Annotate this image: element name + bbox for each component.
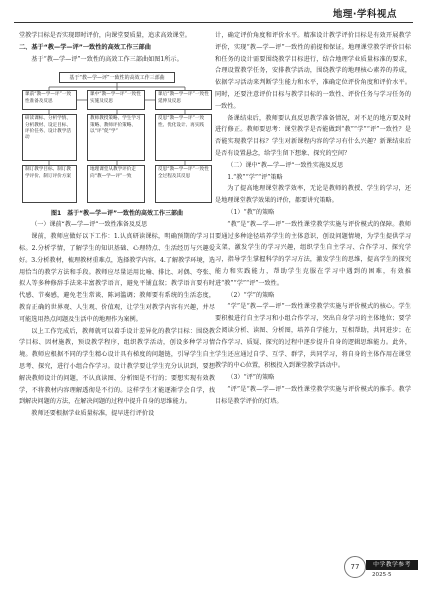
right-column [215,30,411,558]
paragraph: 堂教学目标是否实现即时评价，向课堂要质量，追求高效课堂。 [19,32,191,39]
diagram-box-pre-output: 制订教学目标、制订教学评价、制订评价方案 [22,165,77,203]
diagram-box-pre-tasks: 研读课标、分析学情、分析教材、设定目标、评价任务、设计教学活动 [22,114,77,161]
sub-heading: （1）“教”的策略 [227,208,275,216]
diagram-box-pre: 课前“教—学—评”一致性准备及反思 [22,90,77,110]
sub-heading: 1.“教”“学”“评”策略 [227,173,283,181]
diagram-box-post-output: 反思“教—学—评”一致性全过程及其反思 [155,165,212,203]
paragraph: “学”是“教—学—评”一致性课堂教学实施与评价模式的核心。学生要积极进行自主学习和小组合作学习，突出自身学习的主体地位；要学会阅读分析、读图、分析图，培养自学能力，互相帮助，共同进步；在合作学习、质疑、探究的过程中逐步提升自身的逻辑思维能力。此外，学生还应通过自学、互学、群学，共同学习，将自身的主体作用在课堂教学的中心位置，积极投入到课堂教学活动中。 [215,303,411,370]
paragraph: 计，确定评价角度和评价水平。精准设计教学评价目标是有效开展教学评价，实现“教—学—评”一致性的前提和保证。地理课堂教学评价目标和任务的设计需要围绕教学目标进行，结合地理学业质量标准的要求，合理设置教学任务，安排教学活动，围绕教学的地理核心素养的养成，依据学习活动来判断学生能力和水平，准确定位评价角度和评价水平。同时，还要注意评价目标与教学目标的一致性、评价任务与学习任务的一致性。 [215,32,411,110]
page-number: 77 [344,556,366,578]
paragraph: “评”是“教—学—评”一致性课堂教学实施与评价模式的推手。教学目标是教学评价的灯塔。 [215,385,411,405]
subsection-heading: （二）课中“教—学—评”一致性实施及反思 [227,161,344,169]
sub-heading: （2）“学”的策略 [227,291,275,299]
diagram-box-post: 课后“教—学—评”一致性延伸及反思 [155,90,212,110]
section-heading: 二、基于“教—学—评”一致性的高效工作三部曲 [19,43,151,51]
figure-caption: 图1 基于“教—学—评”一致性的高效工作三部曲 [50,210,184,218]
diagram-box-post-reflect: 反思“教—学—评”一致性、优化设计、再实践 [155,114,212,161]
paragraph: 以上工作完成后，教师就可以着手设计差异化的教学目标：围绕教学目标、因材施教，预设教学程序，组织教学活动，创设多种学习情境。教师应根据不同的学生精心设计具有梯度的问题链，引导学生自主思考、探究，进行小组合作学习。设计教学要让学生充分认识到，要想解决教师设计的问题，不认真读图、分析图是不行的；要想实现有效教学，不将教材内容理解透彻是不行的。这样学生才能逐渐学会自学，找到解决问题的方法，在解决问题的过程中提升自身的思维能力。 [19,327,215,406]
diagram-box-in: 课中“教—学—评”一致性实施及反思 [87,90,145,110]
paragraph: 为了提高地理课堂教学效率，无论是教师的教授、学生的学习，还是地理课堂教学效果的评价，都要讲究策略。 [215,185,411,205]
diagram-box-in-strategies: 教师教授策略、学生学习策略、教师评价策略、以“评”促“学” [87,114,145,161]
diagram-box-in-output: 地理课堂从教学评价走向“教—学—评”一致 [87,165,145,203]
header-rule [14,22,413,23]
figure-diagram [19,69,215,207]
journal-name: 中学教学参考 [366,560,418,570]
paragraph: 基于“教—学—评”一致性的高效工作三部曲如图1所示。 [31,55,183,63]
paragraph: 备课结束后，教师要认真反思教学准备情况，对不足的地方要及时进行修正。教师要思考：课堂教学是否能做到“教”“学”“评”一致性？是否能实现教学目标？学生对新课程内容的学习有什么兴趣？新课结束后是否有设置悬念，给学生留下想象、探究的空间？ [215,114,411,157]
subsection-heading: （一）课前“教—学—评”一致性准备及反思 [31,221,148,229]
paragraph: 教师还要根据学业质量标准，提早进行评价设 [31,410,155,418]
section-title: 地理·学科视点 [332,9,397,20]
sub-heading: （3）“评”的策略 [227,374,275,382]
paragraph: “教”是“教—学—评”一致性课堂教学实施与评价模式的保障。教师要通过多种途径培养学生的主体意识，创设问题情境，为学生提供学习支架，激发学生的学习兴趣，组织学生自主学习、合作学习、探究学习，指导学生掌握科学的学习方法，激发学生的思维，提高学生的探究能力和实践能力，帮助学生克服在学习中遇到的困难，有效推进“教”“学”“评”一致性。 [215,220,411,287]
paragraph: 课前，教师应做好以下工作：1.认真研读课标，明确预期的学习目标。2.分析学情，了解学生的知识基础、心理特点、生活经历与兴趣爱好。3.分析教材，梳理教材重难点，选择教学内容。4.了解教学环境，选用恰当的教学方法和手段。教师应尽量运用比喻、排比、对偶、夸张、拟人等多种修辞手法来丰富教学语言，避免平铺直叙；教学语言要有时代感、节奏感，避免老生常谈、陈词滥调；教师要有系统的生活态度，教育正确的世界观、人生观、价值观，让学生对教学内容有兴趣，并尽可能选用热点问题及生活中的地理作为案例。 [19,233,215,323]
diagram-title-box: 基于“教—学—评”一致性的高效工作三部曲 [59,72,175,83]
left-column [19,30,215,558]
journal-issue: 2025·5 [372,572,392,578]
